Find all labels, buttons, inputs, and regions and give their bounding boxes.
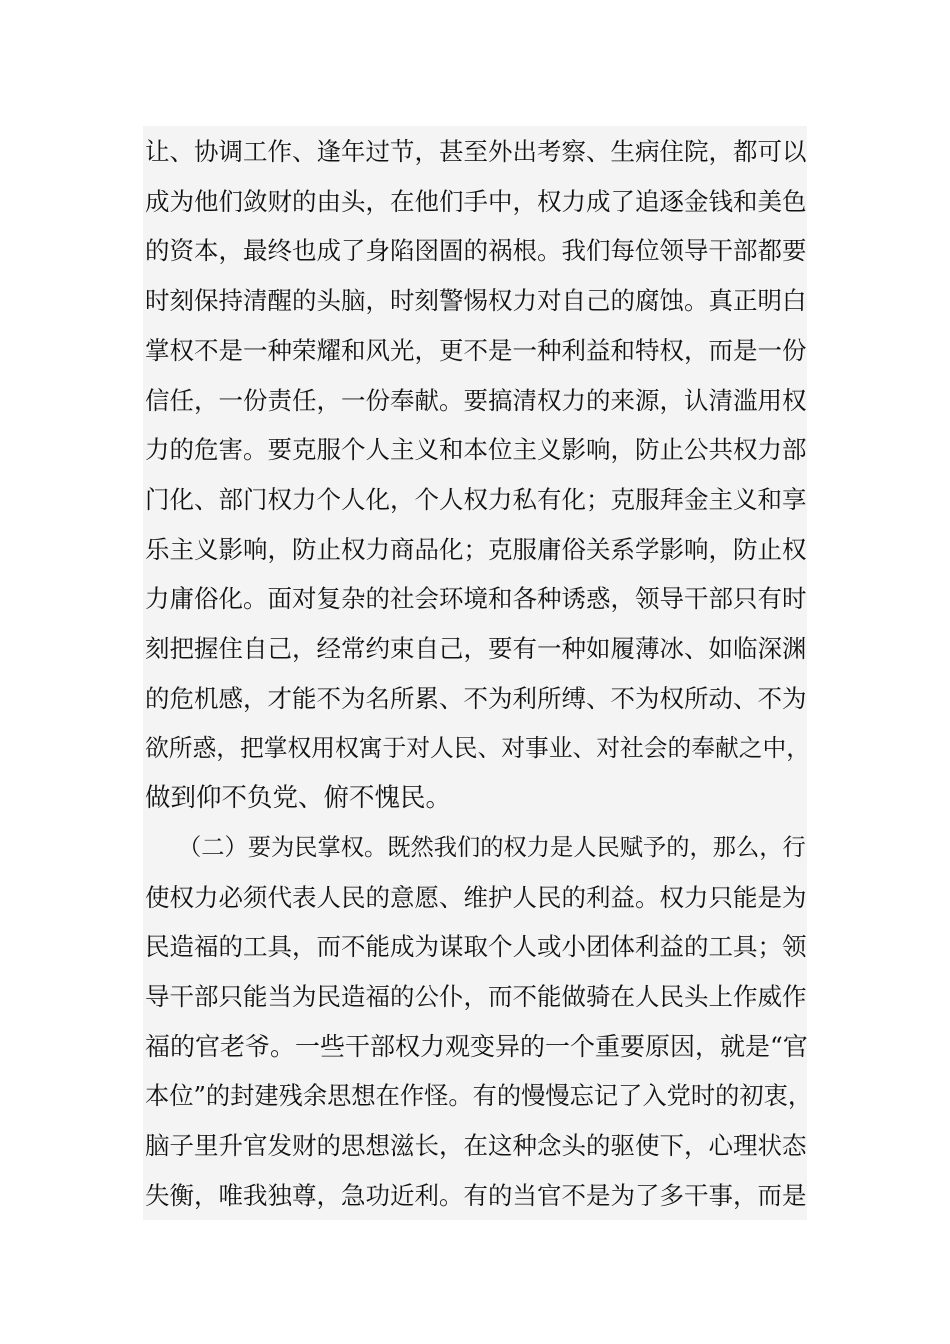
text-line: 时刻保持清醒的头脑，时刻警惕权力对自己的腐蚀。真正明白: [145, 286, 807, 315]
text-line: 欲所惑，把掌权用权寓于对人民、对事业、对社会的奉献之中，: [145, 734, 811, 762]
text-line: 门化、部门权力个人化，个人权力私有化；克服拜金主义和享: [145, 485, 807, 514]
text-line: 福的官老爷。一些干部权力观变异的一个重要原因，就是“官: [145, 1032, 808, 1061]
text-line: 的危机感，才能不为名所累、不为利所缚、不为权所动、不为: [145, 684, 807, 713]
text-line: 导干部只能当为民造福的公仆，而不能做骑在人民头上作威作: [145, 982, 807, 1011]
text-line: 掌权不是一种荣耀和风光，更不是一种利益和特权，而是一份: [145, 336, 807, 365]
text-line: 民造福的工具，而不能成为谋取个人或小团体利益的工具；领: [145, 932, 807, 961]
text-line: 力的危害。要克服个人主义和本位主义影响，防止公共权力部: [145, 435, 807, 464]
text-line: 刻把握住自己，经常约束自己，要有一种如履薄冰、如临深渊: [145, 634, 807, 663]
text-line: 乐主义影响，防止权力商品化；克服庸俗关系学影响，防止权: [145, 535, 807, 564]
text-line: 力庸俗化。面对复杂的社会环境和各种诱惑，领导干部只有时: [145, 584, 807, 613]
text-line: 让、协调工作、逢年过节，甚至外出考察、生病住院，都可以: [145, 137, 807, 166]
text-line: 信任，一份责任，一份奉献。要搞清权力的来源，认清滥用权: [145, 386, 807, 415]
text-line: 的资本，最终也成了身陷囹圄的祸根。我们每位领导干部都要: [145, 236, 807, 265]
text-line: 使权力必须代表人民的意愿、维护人民的利益。权力只能是为: [145, 883, 807, 912]
text-line: 脑子里升官发财的思想滋长，在这种念头的驱使下，心理状态: [145, 1131, 807, 1160]
text-line: 做到仰不负党、俯不愧民。: [145, 783, 452, 813]
text-line: 本位”的封建残余思想在作怪。有的慢慢忘记了入党时的初衷，: [145, 1081, 813, 1110]
text-line: 失衡，唯我独尊，急功近利。有的当官不是为了多干事，而是: [145, 1181, 807, 1210]
text-line: 成为他们敛财的由头，在他们手中，权力成了追逐金钱和美色: [145, 187, 807, 216]
text-line-indented: （二）要为民掌权。既然我们的权力是人民赋予的，那么，行: [178, 834, 806, 861]
